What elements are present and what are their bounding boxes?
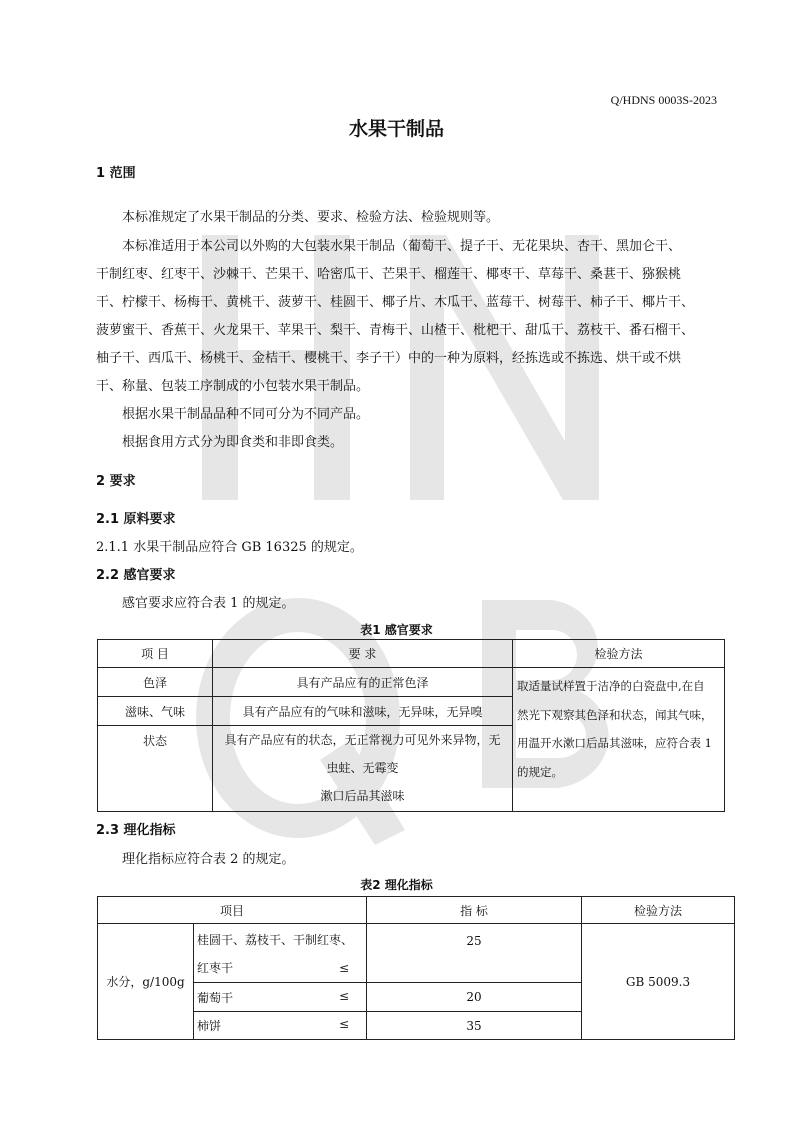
method-line: 用温开水漱口后品其滋味，应符合表 1 xyxy=(517,736,712,750)
column-header: 指 标 xyxy=(367,897,582,924)
paragraph: 本标准规定了水果干制品的分类、要求、检验方法、检验规则等。 xyxy=(122,210,500,225)
table-cell: 水分，g/100g xyxy=(98,924,194,1040)
table-cell: 色泽 xyxy=(98,668,213,697)
subsection-heading: 2.3 理化指标 xyxy=(96,823,176,838)
page-title: 水果干制品 xyxy=(348,118,444,140)
physicochemical-table xyxy=(97,896,735,1040)
column-header: 项 目 xyxy=(98,640,213,668)
paragraph-line: 干、称量、包装工序制成的小包装水果干制品。 xyxy=(96,379,370,394)
column-header: 项目 xyxy=(98,897,367,924)
table-caption: 表1 感官要求 xyxy=(360,623,433,637)
subsection-heading: 2.1 原料要求 xyxy=(96,512,176,527)
paragraph: 根据水果干制品品种不同可分为不同产品。 xyxy=(122,407,370,422)
table-cell xyxy=(213,726,513,812)
table-cell: 具有产品应有的正常色泽 xyxy=(213,668,513,697)
column-header: 要 求 xyxy=(213,640,513,668)
paragraph-line: 本标准适用于本公司以外购的大包装水果干制品（葡萄干、提子干、无花果块、杏干、黑加仑干、 xyxy=(122,239,682,254)
item-line: 红枣干 xyxy=(197,961,234,975)
item-label: 葡萄干 xyxy=(197,990,234,1005)
item-line: 桂圆干、荔枝干、干制红枣、 xyxy=(197,933,354,947)
paragraph-line: 柚子干、西瓜干、杨桃干、金桔干、樱桃干、李子干）中的一种为原料，经拣选或不拣选、烘干或不烘 xyxy=(96,351,682,366)
method-line: 然光下观察其色泽和状态，闻其气味， xyxy=(517,707,713,722)
table-cell xyxy=(194,924,367,983)
table-cell: 滋味、气味 xyxy=(98,697,213,726)
paragraph-line: 干制红枣、红枣干、沙棘干、芒果干、哈密瓜干、芒果干、榴莲干、椰枣干、草莓干、桑葚干、猕猴桃 xyxy=(96,267,682,282)
paragraph-line: 干、柠檬干、杨梅干、黄桃干、菠萝干、桂圆干、椰子片、木瓜干、蓝莓干、树莓干、柿子干、椰片干、 xyxy=(96,295,695,310)
table-cell: 状态 xyxy=(98,726,213,812)
paragraph: 根据食用方式分为即食类和非即食类。 xyxy=(122,435,344,450)
method-line: 的规定。 xyxy=(517,764,563,779)
table-cell xyxy=(194,983,367,1012)
paragraph: 2.1.1 水果干制品应符合 GB 16325 的规定。 xyxy=(96,540,363,555)
standard-code: Q/HDNS 0003S-2023 xyxy=(610,93,717,107)
table-caption: 表2 理化指标 xyxy=(360,878,433,892)
req-line: 漱口后品其滋味 xyxy=(320,789,405,803)
table-cell: 35 xyxy=(367,1012,582,1040)
method-line: 取适量试样置于洁净的白瓷盘中,在自 xyxy=(517,679,705,693)
method-cell: GB 5009.3 xyxy=(582,924,735,1040)
subsection-heading: 2.2 感官要求 xyxy=(96,568,176,583)
column-header: 检验方法 xyxy=(582,897,735,924)
paragraph: 理化指标应符合表 2 的规定。 xyxy=(122,852,295,867)
table-cell: 20 xyxy=(367,983,582,1012)
column-header: 检验方法 xyxy=(513,640,725,668)
paragraph-line: 菠萝蜜干、香蕉干、火龙果干、苹果干、梨干、青梅干、山楂干、枇杷干、甜瓜干、荔枝干、番石榴干、 xyxy=(96,323,695,338)
paragraph: 感官要求应符合表 1 的规定。 xyxy=(122,596,295,611)
table-cell: 具有产品应有的气味和滋味，无异味，无异嗅 xyxy=(213,697,513,726)
section-heading: 1 范围 xyxy=(96,166,136,181)
req-line: 虫蛀、无霉变 xyxy=(326,761,399,775)
operator: ≤ xyxy=(338,1017,349,1031)
item-label: 柿饼 xyxy=(197,1019,222,1033)
operator: ≤ xyxy=(338,961,349,975)
operator: ≤ xyxy=(338,988,349,1003)
method-cell xyxy=(513,668,725,812)
table-cell xyxy=(194,1012,367,1040)
table-cell: 25 xyxy=(367,924,582,983)
section-heading: 2 要求 xyxy=(96,474,136,489)
sensory-table xyxy=(97,639,725,812)
req-line: 具有产品应有的状态，无正常视力可见外来异物，无 xyxy=(224,733,501,747)
